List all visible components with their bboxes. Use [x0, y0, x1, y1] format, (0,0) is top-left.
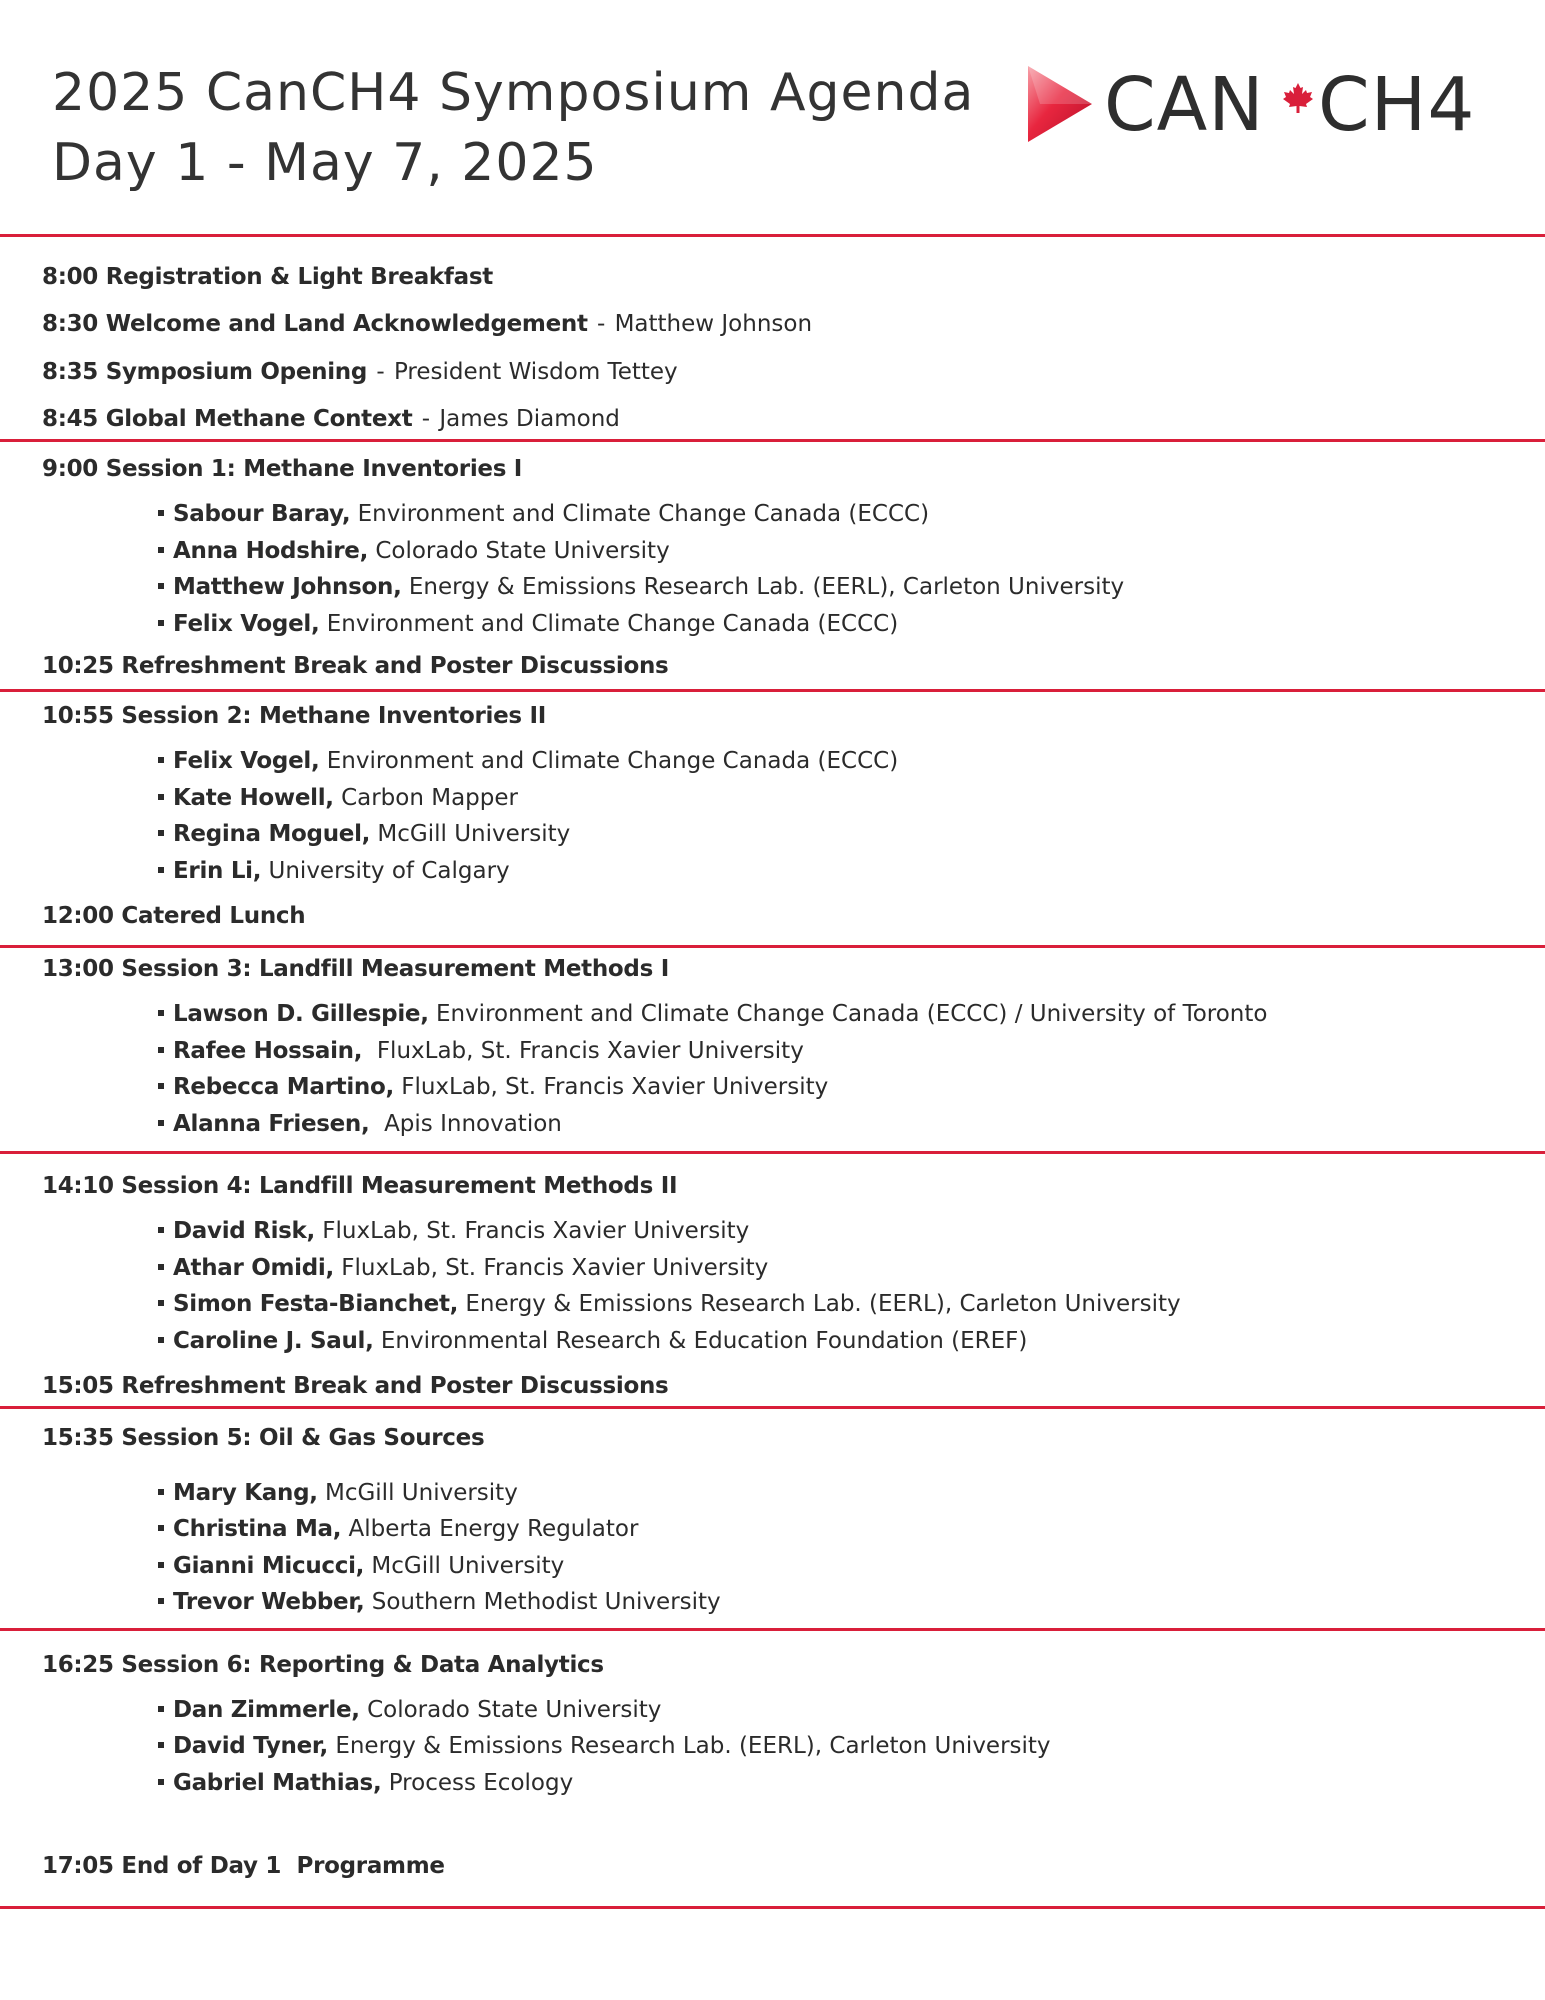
speaker-item [158, 499, 929, 529]
agenda-item-speaker: James Diamond [439, 406, 620, 432]
speaker-org: McGill University [377, 821, 571, 847]
speaker-org: McGill University [324, 1480, 518, 1506]
square-bullet-icon [158, 1742, 164, 1748]
agenda-item-speaker: President Wisdom Tettey [393, 359, 678, 385]
speaker-org: FluxLab, St. Francis Xavier University [376, 1038, 804, 1064]
page-title [52, 58, 974, 198]
session-5-title [42, 1423, 484, 1453]
agenda-item-title: 8:00 Registration & Light Breakfast [42, 264, 493, 290]
speaker-org: Environment and Climate Change Canada (ECCC) [326, 748, 899, 774]
speaker-item [158, 783, 518, 813]
session-1-title [42, 454, 522, 484]
speaker-item [158, 1587, 721, 1617]
speaker-org: Process Ecology [388, 1770, 574, 1796]
title-line-2: Day 1 - May 7, 2025 [52, 133, 598, 193]
session-title: 16:25 Session 6: Reporting & Data Analytics [42, 1652, 604, 1678]
divider [0, 1906, 1545, 1909]
speaker-org: FluxLab, St. Francis Xavier University [401, 1074, 829, 1100]
square-bullet-icon [158, 1489, 164, 1495]
speaker-item [158, 1072, 828, 1102]
speaker-name: Alanna Friesen, [173, 1111, 370, 1137]
square-bullet-icon [158, 1706, 164, 1712]
agenda-item-title: 8:45 Global Methane Context [42, 406, 413, 432]
speaker-item [158, 536, 670, 566]
maple-leaf-icon [1282, 82, 1314, 114]
agenda-item-title: 12:00 Catered Lunch [42, 903, 306, 929]
agenda-item-welcome: 8:30 Welcome and Land Acknowledgement - Matthew Johnson [42, 311, 813, 337]
speaker-name: Lawson D. Gillespie, [173, 1001, 429, 1027]
square-bullet-icon [158, 1598, 164, 1604]
agenda-item-title: 10:25 Refreshment Break and Poster Discussions [42, 653, 669, 679]
red-triangle-play-icon [1026, 64, 1094, 144]
speaker-name: Dan Zimmerle, [173, 1697, 360, 1723]
speaker-item [158, 572, 1124, 602]
speaker-org: FluxLab, St. Francis Xavier University [322, 1218, 750, 1244]
speaker-name: Sabour Baray, [173, 501, 351, 527]
speaker-name: Christina Ma, [173, 1516, 342, 1542]
speaker-org: Alberta Energy Regulator [348, 1516, 639, 1542]
divider [0, 234, 1545, 237]
speaker-org: Energy & Emissions Research Lab. (EERL), Carleton University [408, 574, 1125, 600]
speaker-name: Gianni Micucci, [173, 1553, 365, 1579]
session-title: 10:55 Session 2: Methane Inventories II [42, 703, 547, 729]
square-bullet-icon [158, 510, 164, 516]
speaker-name: David Tyner, [173, 1733, 328, 1759]
square-bullet-icon [158, 794, 164, 800]
square-bullet-icon [158, 1337, 164, 1343]
square-bullet-icon [158, 1525, 164, 1531]
agenda-item-title: 17:05 End of Day 1 Programme [42, 1853, 445, 1879]
divider [0, 945, 1545, 948]
square-bullet-icon [158, 547, 164, 553]
speaker-org: Environmental Research & Education Foundation (EREF) [380, 1328, 1028, 1354]
divider [0, 1628, 1545, 1631]
speaker-name: Mary Kang, [173, 1480, 318, 1506]
speaker-item [158, 856, 510, 886]
speaker-name: Athar Omidi, [173, 1255, 334, 1281]
speaker-org: Colorado State University [367, 1697, 662, 1723]
canch4-logo [1026, 60, 1496, 150]
square-bullet-icon [158, 867, 164, 873]
square-bullet-icon [158, 757, 164, 763]
speaker-org: Southern Methodist University [371, 1589, 721, 1615]
divider [0, 1151, 1545, 1154]
agenda-item-break-2 [42, 1371, 668, 1401]
speaker-item [158, 1036, 804, 1066]
speaker-name: Erin Li, [173, 858, 262, 884]
speaker-org: Environment and Climate Change Canada (ECCC) [357, 501, 930, 527]
agenda-item-title: 8:35 Symposium Opening [42, 359, 368, 385]
agenda-item-registration [42, 262, 493, 292]
agenda-item-title: 15:05 Refreshment Break and Poster Discussions [42, 1373, 669, 1399]
session-title: 9:00 Session 1: Methane Inventories I [42, 456, 523, 482]
agenda-item-lunch [42, 901, 305, 931]
square-bullet-icon [158, 1120, 164, 1126]
square-bullet-icon [158, 1562, 164, 1568]
speaker-org: Energy & Emissions Research Lab. (EERL), Carleton University [465, 1291, 1181, 1317]
session-title: 14:10 Session 4: Landfill Measurement Methods II [42, 1173, 678, 1199]
session-title: 15:35 Session 5: Oil & Gas Sources [42, 1425, 485, 1451]
speaker-name: David Risk, [173, 1218, 315, 1244]
speaker-name: Rafee Hossain, [173, 1038, 363, 1064]
speaker-item [158, 1216, 749, 1246]
square-bullet-icon [158, 1300, 164, 1306]
session-3-title [42, 954, 669, 984]
agenda-item-end [42, 1851, 445, 1881]
square-bullet-icon [158, 1264, 164, 1270]
speaker-item [158, 1695, 661, 1725]
divider [0, 689, 1545, 692]
agenda-item-context: 8:45 Global Methane Context - James Diamond [42, 406, 620, 432]
speaker-item [158, 1768, 573, 1798]
agenda-item-opening: 8:35 Symposium Opening - President Wisdom Tettey [42, 359, 678, 385]
speaker-item [158, 1551, 564, 1581]
speaker-name: Matthew Johnson, [173, 574, 402, 600]
speaker-org: Colorado State University [375, 538, 670, 564]
speaker-org: FluxLab, St. Francis Xavier University [341, 1255, 769, 1281]
speaker-name: Regina Moguel, [173, 821, 371, 847]
speaker-org: Apis Innovation [384, 1111, 562, 1137]
divider [0, 1406, 1545, 1409]
speaker-item [158, 1109, 562, 1139]
speaker-name: Rebecca Martino, [173, 1074, 394, 1100]
speaker-item [158, 1731, 1051, 1761]
speaker-org: University of Calgary [268, 858, 510, 884]
speaker-name: Caroline J. Saul, [173, 1328, 374, 1354]
agenda-item-break-1 [42, 651, 668, 681]
speaker-name: Felix Vogel, [173, 748, 320, 774]
session-2-title [42, 701, 546, 731]
square-bullet-icon [158, 1010, 164, 1016]
title-line-1: 2025 CanCH4 Symposium Agenda [52, 63, 975, 123]
speaker-item [158, 1289, 1181, 1319]
speaker-org: Environment and Climate Change Canada (ECCC) [326, 611, 899, 637]
square-bullet-icon [158, 620, 164, 626]
logo-text-ch4: CH4 [1318, 62, 1476, 148]
square-bullet-icon [158, 1227, 164, 1233]
speaker-name: Trevor Webber, [173, 1589, 365, 1615]
square-bullet-icon [158, 1779, 164, 1785]
speaker-name: Kate Howell, [173, 785, 334, 811]
square-bullet-icon [158, 1047, 164, 1053]
speaker-org: McGill University [371, 1553, 565, 1579]
square-bullet-icon [158, 583, 164, 589]
speaker-item [158, 609, 898, 639]
speaker-item [158, 999, 1267, 1029]
session-6-title [42, 1650, 604, 1680]
speaker-org: Carbon Mapper [341, 785, 518, 811]
speaker-item [158, 819, 570, 849]
speaker-item [158, 1326, 1027, 1356]
speaker-item [158, 1478, 518, 1508]
logo-text-can: CAN [1104, 62, 1265, 148]
speaker-item [158, 1514, 638, 1544]
speaker-org: Energy & Emissions Research Lab. (EERL), Carleton University [335, 1733, 1051, 1759]
agenda-item-title: 8:30 Welcome and Land Acknowledgement [42, 311, 588, 337]
speaker-name: Anna Hodshire, [173, 538, 369, 564]
speaker-org: Environment and Climate Change Canada (ECCC) / University of Toronto [435, 1001, 1268, 1027]
square-bullet-icon [158, 1083, 164, 1089]
session-4-title [42, 1171, 677, 1201]
speaker-item [158, 1253, 768, 1283]
session-title: 13:00 Session 3: Landfill Measurement Methods I [42, 956, 669, 982]
speaker-item [158, 746, 898, 776]
agenda-item-speaker: Matthew Johnson [614, 311, 813, 337]
square-bullet-icon [158, 830, 164, 836]
speaker-name: Felix Vogel, [173, 611, 320, 637]
speaker-name: Simon Festa-Bianchet, [173, 1291, 459, 1317]
speaker-name: Gabriel Mathias, [173, 1770, 382, 1796]
divider [0, 439, 1545, 442]
